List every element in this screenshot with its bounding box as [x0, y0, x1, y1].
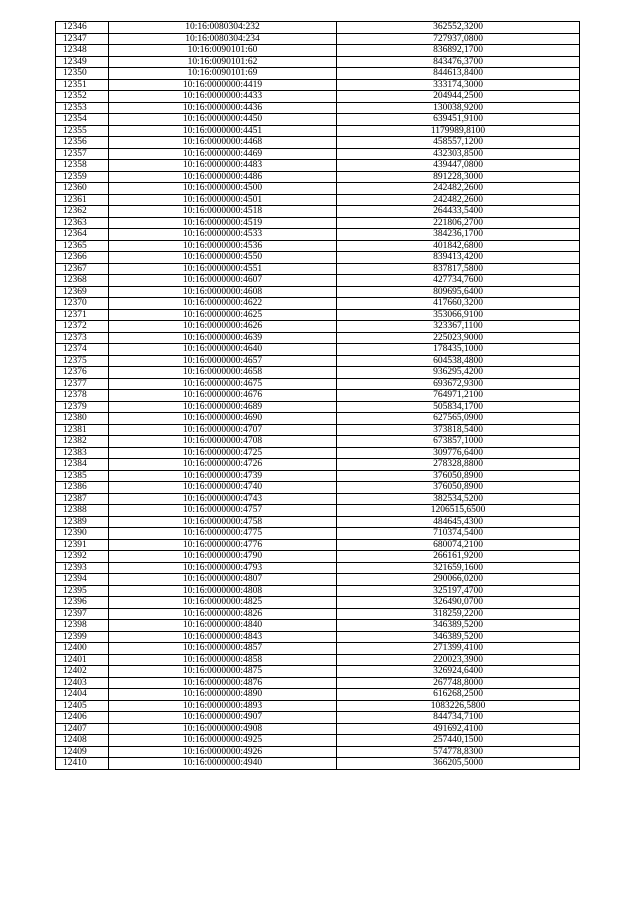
table-row	[56, 344, 580, 356]
row-number-cell: 12408	[56, 735, 109, 747]
cadastral-number-cell: 10:16:0000000:4876	[109, 677, 337, 689]
row-number-cell: 12387	[56, 493, 109, 505]
table-row	[56, 562, 580, 574]
table-row	[56, 33, 580, 45]
cadastral-value-cell: 710374,5400	[337, 528, 580, 540]
row-number-cell: 12358	[56, 160, 109, 172]
table-row	[56, 631, 580, 643]
cadastral-value-cell: 220023,3900	[337, 654, 580, 666]
cadastral-value-cell: 891228,3000	[337, 171, 580, 183]
cadastral-number-cell: 10:16:0000000:4640	[109, 344, 337, 356]
cadastral-number-cell: 10:16:0000000:4657	[109, 355, 337, 367]
cadastral-number-cell: 10:16:0000000:4451	[109, 125, 337, 137]
cadastral-value-cell: 491692,4100	[337, 723, 580, 735]
cadastral-value-cell: 257440,1500	[337, 735, 580, 747]
table-row	[56, 298, 580, 310]
row-number-cell: 12395	[56, 585, 109, 597]
cadastral-value-cell: 604538,4800	[337, 355, 580, 367]
table-row	[56, 424, 580, 436]
cadastral-number-cell: 10:16:0000000:4890	[109, 689, 337, 701]
cadastral-value-cell: 321659,1600	[337, 562, 580, 574]
cadastral-number-cell: 10:16:0000000:4622	[109, 298, 337, 310]
cadastral-value-cell: 484645,4300	[337, 516, 580, 528]
cadastral-value-cell: 326490,0700	[337, 597, 580, 609]
cadastral-value-cell: 839413,4200	[337, 252, 580, 264]
table-row	[56, 735, 580, 747]
cadastral-value-cell: 401842,6800	[337, 240, 580, 252]
row-number-cell: 12407	[56, 723, 109, 735]
cadastral-number-cell: 10:16:0090101:69	[109, 68, 337, 80]
cadastral-number-cell: 10:16:0000000:4757	[109, 505, 337, 517]
cadastral-number-cell: 10:16:0000000:4790	[109, 551, 337, 563]
cadastral-value-cell: 366205,5000	[337, 758, 580, 770]
row-number-cell: 12384	[56, 459, 109, 471]
row-number-cell: 12367	[56, 263, 109, 275]
table-row	[56, 447, 580, 459]
row-number-cell: 12357	[56, 148, 109, 160]
cadastral-number-cell: 10:16:0000000:4775	[109, 528, 337, 540]
cadastral-value-cell: 809695,6400	[337, 286, 580, 298]
cadastral-value-table	[55, 21, 580, 770]
cadastral-number-cell: 10:16:0000000:4419	[109, 79, 337, 91]
table-row	[56, 125, 580, 137]
row-number-cell: 12374	[56, 344, 109, 356]
table-row	[56, 608, 580, 620]
cadastral-number-cell: 10:16:0000000:4776	[109, 539, 337, 551]
table-body	[56, 22, 580, 770]
cadastral-number-cell: 10:16:0080304:232	[109, 22, 337, 34]
table-row	[56, 171, 580, 183]
cadastral-value-cell: 353066,9100	[337, 309, 580, 321]
cadastral-number-cell: 10:16:0000000:4436	[109, 102, 337, 114]
table-row	[56, 470, 580, 482]
row-number-cell: 12360	[56, 183, 109, 195]
row-number-cell: 12409	[56, 746, 109, 758]
cadastral-value-cell: 1083226,5800	[337, 700, 580, 712]
row-number-cell: 12394	[56, 574, 109, 586]
table-row	[56, 252, 580, 264]
cadastral-number-cell: 10:16:0000000:4908	[109, 723, 337, 735]
table-row	[56, 217, 580, 229]
table-row	[56, 643, 580, 655]
row-number-cell: 12378	[56, 390, 109, 402]
table-row	[56, 263, 580, 275]
cadastral-number-cell: 10:16:0000000:4626	[109, 321, 337, 333]
table-row	[56, 620, 580, 632]
table-row	[56, 68, 580, 80]
table-row	[56, 482, 580, 494]
cadastral-value-cell: 764971,2100	[337, 390, 580, 402]
table-row	[56, 102, 580, 114]
cadastral-number-cell: 10:16:0000000:4469	[109, 148, 337, 160]
row-number-cell: 12388	[56, 505, 109, 517]
cadastral-number-cell: 10:16:0000000:4893	[109, 700, 337, 712]
cadastral-number-cell: 10:16:0080304:234	[109, 33, 337, 45]
row-number-cell: 12347	[56, 33, 109, 45]
cadastral-value-cell: 373818,5400	[337, 424, 580, 436]
cadastral-number-cell: 10:16:0000000:4483	[109, 160, 337, 172]
row-number-cell: 12349	[56, 56, 109, 68]
cadastral-number-cell: 10:16:0000000:4840	[109, 620, 337, 632]
table-row	[56, 206, 580, 218]
cadastral-value-cell: 844734,7100	[337, 712, 580, 724]
row-number-cell: 12385	[56, 470, 109, 482]
cadastral-value-cell: 221806,2700	[337, 217, 580, 229]
table-row	[56, 45, 580, 57]
row-number-cell: 12366	[56, 252, 109, 264]
cadastral-value-cell: 627565,0900	[337, 413, 580, 425]
cadastral-value-cell: 384236,1700	[337, 229, 580, 241]
row-number-cell: 12398	[56, 620, 109, 632]
table-row	[56, 597, 580, 609]
cadastral-value-cell: 427734,7600	[337, 275, 580, 287]
row-number-cell: 12383	[56, 447, 109, 459]
row-number-cell: 12362	[56, 206, 109, 218]
row-number-cell: 12399	[56, 631, 109, 643]
cadastral-value-cell: 333174,3000	[337, 79, 580, 91]
cadastral-value-cell: 382534,5200	[337, 493, 580, 505]
cadastral-number-cell: 10:16:0000000:4533	[109, 229, 337, 241]
row-number-cell: 12352	[56, 91, 109, 103]
cadastral-value-cell: 680074,2100	[337, 539, 580, 551]
row-number-cell: 12371	[56, 309, 109, 321]
row-number-cell: 12410	[56, 758, 109, 770]
row-number-cell: 12354	[56, 114, 109, 126]
cadastral-value-cell: 278328,8800	[337, 459, 580, 471]
cadastral-number-cell: 10:16:0000000:4725	[109, 447, 337, 459]
cadastral-value-cell: 323367,1100	[337, 321, 580, 333]
table-row	[56, 723, 580, 735]
cadastral-value-cell: 1179989,8100	[337, 125, 580, 137]
row-number-cell: 12379	[56, 401, 109, 413]
cadastral-value-cell: 837817,5800	[337, 263, 580, 275]
row-number-cell: 12390	[56, 528, 109, 540]
table-row	[56, 56, 580, 68]
cadastral-value-cell: 574778,8300	[337, 746, 580, 758]
cadastral-number-cell: 10:16:0000000:4875	[109, 666, 337, 678]
table-row	[56, 654, 580, 666]
cadastral-number-cell: 10:16:0090101:62	[109, 56, 337, 68]
row-number-cell: 12381	[56, 424, 109, 436]
row-number-cell: 12405	[56, 700, 109, 712]
cadastral-value-cell: 318259,2200	[337, 608, 580, 620]
cadastral-value-cell: 432303,8500	[337, 148, 580, 160]
cadastral-number-cell: 10:16:0000000:4675	[109, 378, 337, 390]
cadastral-value-cell: 204944,2500	[337, 91, 580, 103]
cadastral-number-cell: 10:16:0000000:4468	[109, 137, 337, 149]
cadastral-value-cell: 242482,2600	[337, 194, 580, 206]
table-row	[56, 321, 580, 333]
row-number-cell: 12356	[56, 137, 109, 149]
table-row	[56, 355, 580, 367]
row-number-cell: 12400	[56, 643, 109, 655]
row-number-cell: 12369	[56, 286, 109, 298]
cadastral-number-cell: 10:16:0000000:4501	[109, 194, 337, 206]
cadastral-value-cell: 242482,2600	[337, 183, 580, 195]
cadastral-value-cell: 639451,9100	[337, 114, 580, 126]
cadastral-value-cell: 458557,1200	[337, 137, 580, 149]
table-row	[56, 677, 580, 689]
table-row	[56, 390, 580, 402]
table-row	[56, 528, 580, 540]
cadastral-value-cell: 417660,3200	[337, 298, 580, 310]
table-row	[56, 539, 580, 551]
cadastral-number-cell: 10:16:0000000:4826	[109, 608, 337, 620]
cadastral-value-cell: 376050,8900	[337, 470, 580, 482]
cadastral-value-cell: 130038,9200	[337, 102, 580, 114]
cadastral-number-cell: 10:16:0000000:4486	[109, 171, 337, 183]
row-number-cell: 12361	[56, 194, 109, 206]
cadastral-value-cell: 309776,6400	[337, 447, 580, 459]
cadastral-value-cell: 836892,1700	[337, 45, 580, 57]
cadastral-value-cell: 362552,3200	[337, 22, 580, 34]
cadastral-number-cell: 10:16:0000000:4607	[109, 275, 337, 287]
cadastral-number-cell: 10:16:0090101:60	[109, 45, 337, 57]
table-row	[56, 413, 580, 425]
cadastral-number-cell: 10:16:0000000:4925	[109, 735, 337, 747]
row-number-cell: 12377	[56, 378, 109, 390]
cadastral-number-cell: 10:16:0000000:4726	[109, 459, 337, 471]
cadastral-number-cell: 10:16:0000000:4551	[109, 263, 337, 275]
cadastral-number-cell: 10:16:0000000:4690	[109, 413, 337, 425]
cadastral-number-cell: 10:16:0000000:4707	[109, 424, 337, 436]
cadastral-value-cell: 267748,8000	[337, 677, 580, 689]
table-row	[56, 585, 580, 597]
cadastral-number-cell: 10:16:0000000:4857	[109, 643, 337, 655]
row-number-cell: 12392	[56, 551, 109, 563]
table-row	[56, 551, 580, 563]
table-row	[56, 574, 580, 586]
row-number-cell: 12404	[56, 689, 109, 701]
table-row	[56, 401, 580, 413]
cadastral-number-cell: 10:16:0000000:4743	[109, 493, 337, 505]
table-row	[56, 332, 580, 344]
table-row	[56, 286, 580, 298]
table-row	[56, 493, 580, 505]
table-row	[56, 746, 580, 758]
cadastral-value-cell: 616268,2500	[337, 689, 580, 701]
table-row	[56, 22, 580, 34]
table-row	[56, 275, 580, 287]
table-row	[56, 712, 580, 724]
cadastral-value-cell: 844613,8400	[337, 68, 580, 80]
row-number-cell: 12372	[56, 321, 109, 333]
row-number-cell: 12355	[56, 125, 109, 137]
cadastral-number-cell: 10:16:0000000:4550	[109, 252, 337, 264]
cadastral-value-cell: 843476,3700	[337, 56, 580, 68]
row-number-cell: 12375	[56, 355, 109, 367]
table-row	[56, 194, 580, 206]
cadastral-number-cell: 10:16:0000000:4536	[109, 240, 337, 252]
table-row	[56, 137, 580, 149]
row-number-cell: 12393	[56, 562, 109, 574]
row-number-cell: 12348	[56, 45, 109, 57]
row-number-cell: 12350	[56, 68, 109, 80]
cadastral-number-cell: 10:16:0000000:4708	[109, 436, 337, 448]
cadastral-number-cell: 10:16:0000000:4758	[109, 516, 337, 528]
cadastral-number-cell: 10:16:0000000:4518	[109, 206, 337, 218]
row-number-cell: 12351	[56, 79, 109, 91]
cadastral-number-cell: 10:16:0000000:4843	[109, 631, 337, 643]
cadastral-value-cell: 266161,9200	[337, 551, 580, 563]
cadastral-value-cell: 346389,5200	[337, 631, 580, 643]
table-row	[56, 505, 580, 517]
cadastral-number-cell: 10:16:0000000:4625	[109, 309, 337, 321]
cadastral-number-cell: 10:16:0000000:4825	[109, 597, 337, 609]
table-row	[56, 91, 580, 103]
row-number-cell: 12403	[56, 677, 109, 689]
cadastral-number-cell: 10:16:0000000:4907	[109, 712, 337, 724]
row-number-cell: 12346	[56, 22, 109, 34]
table-row	[56, 79, 580, 91]
table-row	[56, 160, 580, 172]
document-page	[55, 21, 580, 770]
row-number-cell: 12373	[56, 332, 109, 344]
table-row	[56, 666, 580, 678]
table-row	[56, 229, 580, 241]
cadastral-number-cell: 10:16:0000000:4740	[109, 482, 337, 494]
cadastral-value-cell: 225023,9000	[337, 332, 580, 344]
row-number-cell: 12402	[56, 666, 109, 678]
cadastral-value-cell: 271399,4100	[337, 643, 580, 655]
cadastral-value-cell: 290066,0200	[337, 574, 580, 586]
cadastral-value-cell: 936295,4200	[337, 367, 580, 379]
table-row	[56, 309, 580, 321]
cadastral-number-cell: 10:16:0000000:4608	[109, 286, 337, 298]
cadastral-number-cell: 10:16:0000000:4739	[109, 470, 337, 482]
cadastral-number-cell: 10:16:0000000:4658	[109, 367, 337, 379]
cadastral-number-cell: 10:16:0000000:4676	[109, 390, 337, 402]
cadastral-number-cell: 10:16:0000000:4519	[109, 217, 337, 229]
row-number-cell: 12391	[56, 539, 109, 551]
row-number-cell: 12376	[56, 367, 109, 379]
table-row	[56, 516, 580, 528]
cadastral-value-cell: 693672,9300	[337, 378, 580, 390]
row-number-cell: 12370	[56, 298, 109, 310]
cadastral-value-cell: 505834,1700	[337, 401, 580, 413]
table-row	[56, 148, 580, 160]
table-row	[56, 114, 580, 126]
row-number-cell: 12364	[56, 229, 109, 241]
table-row	[56, 183, 580, 195]
cadastral-number-cell: 10:16:0000000:4433	[109, 91, 337, 103]
row-number-cell: 12406	[56, 712, 109, 724]
cadastral-number-cell: 10:16:0000000:4639	[109, 332, 337, 344]
table-row	[56, 436, 580, 448]
cadastral-number-cell: 10:16:0000000:4793	[109, 562, 337, 574]
row-number-cell: 12365	[56, 240, 109, 252]
cadastral-number-cell: 10:16:0000000:4926	[109, 746, 337, 758]
row-number-cell: 12401	[56, 654, 109, 666]
table-row	[56, 459, 580, 471]
row-number-cell: 12380	[56, 413, 109, 425]
cadastral-number-cell: 10:16:0000000:4500	[109, 183, 337, 195]
cadastral-value-cell: 326924,6400	[337, 666, 580, 678]
table-row	[56, 240, 580, 252]
row-number-cell: 12396	[56, 597, 109, 609]
row-number-cell: 12363	[56, 217, 109, 229]
cadastral-number-cell: 10:16:0000000:4808	[109, 585, 337, 597]
cadastral-number-cell: 10:16:0000000:4807	[109, 574, 337, 586]
row-number-cell: 12353	[56, 102, 109, 114]
cadastral-number-cell: 10:16:0000000:4450	[109, 114, 337, 126]
cadastral-value-cell: 727937,0800	[337, 33, 580, 45]
table-row	[56, 700, 580, 712]
row-number-cell: 12382	[56, 436, 109, 448]
cadastral-value-cell: 1206515,6500	[337, 505, 580, 517]
row-number-cell: 12389	[56, 516, 109, 528]
cadastral-number-cell: 10:16:0000000:4940	[109, 758, 337, 770]
row-number-cell: 12368	[56, 275, 109, 287]
table-row	[56, 758, 580, 770]
cadastral-number-cell: 10:16:0000000:4689	[109, 401, 337, 413]
cadastral-value-cell: 673857,1000	[337, 436, 580, 448]
cadastral-value-cell: 346389,5200	[337, 620, 580, 632]
table-row	[56, 689, 580, 701]
cadastral-value-cell: 439447,0800	[337, 160, 580, 172]
cadastral-value-cell: 376050,8900	[337, 482, 580, 494]
table-row	[56, 378, 580, 390]
row-number-cell: 12397	[56, 608, 109, 620]
cadastral-value-cell: 264433,5400	[337, 206, 580, 218]
row-number-cell: 12359	[56, 171, 109, 183]
cadastral-value-cell: 178435,1000	[337, 344, 580, 356]
table-row	[56, 367, 580, 379]
cadastral-value-cell: 325197,4700	[337, 585, 580, 597]
cadastral-number-cell: 10:16:0000000:4858	[109, 654, 337, 666]
row-number-cell: 12386	[56, 482, 109, 494]
